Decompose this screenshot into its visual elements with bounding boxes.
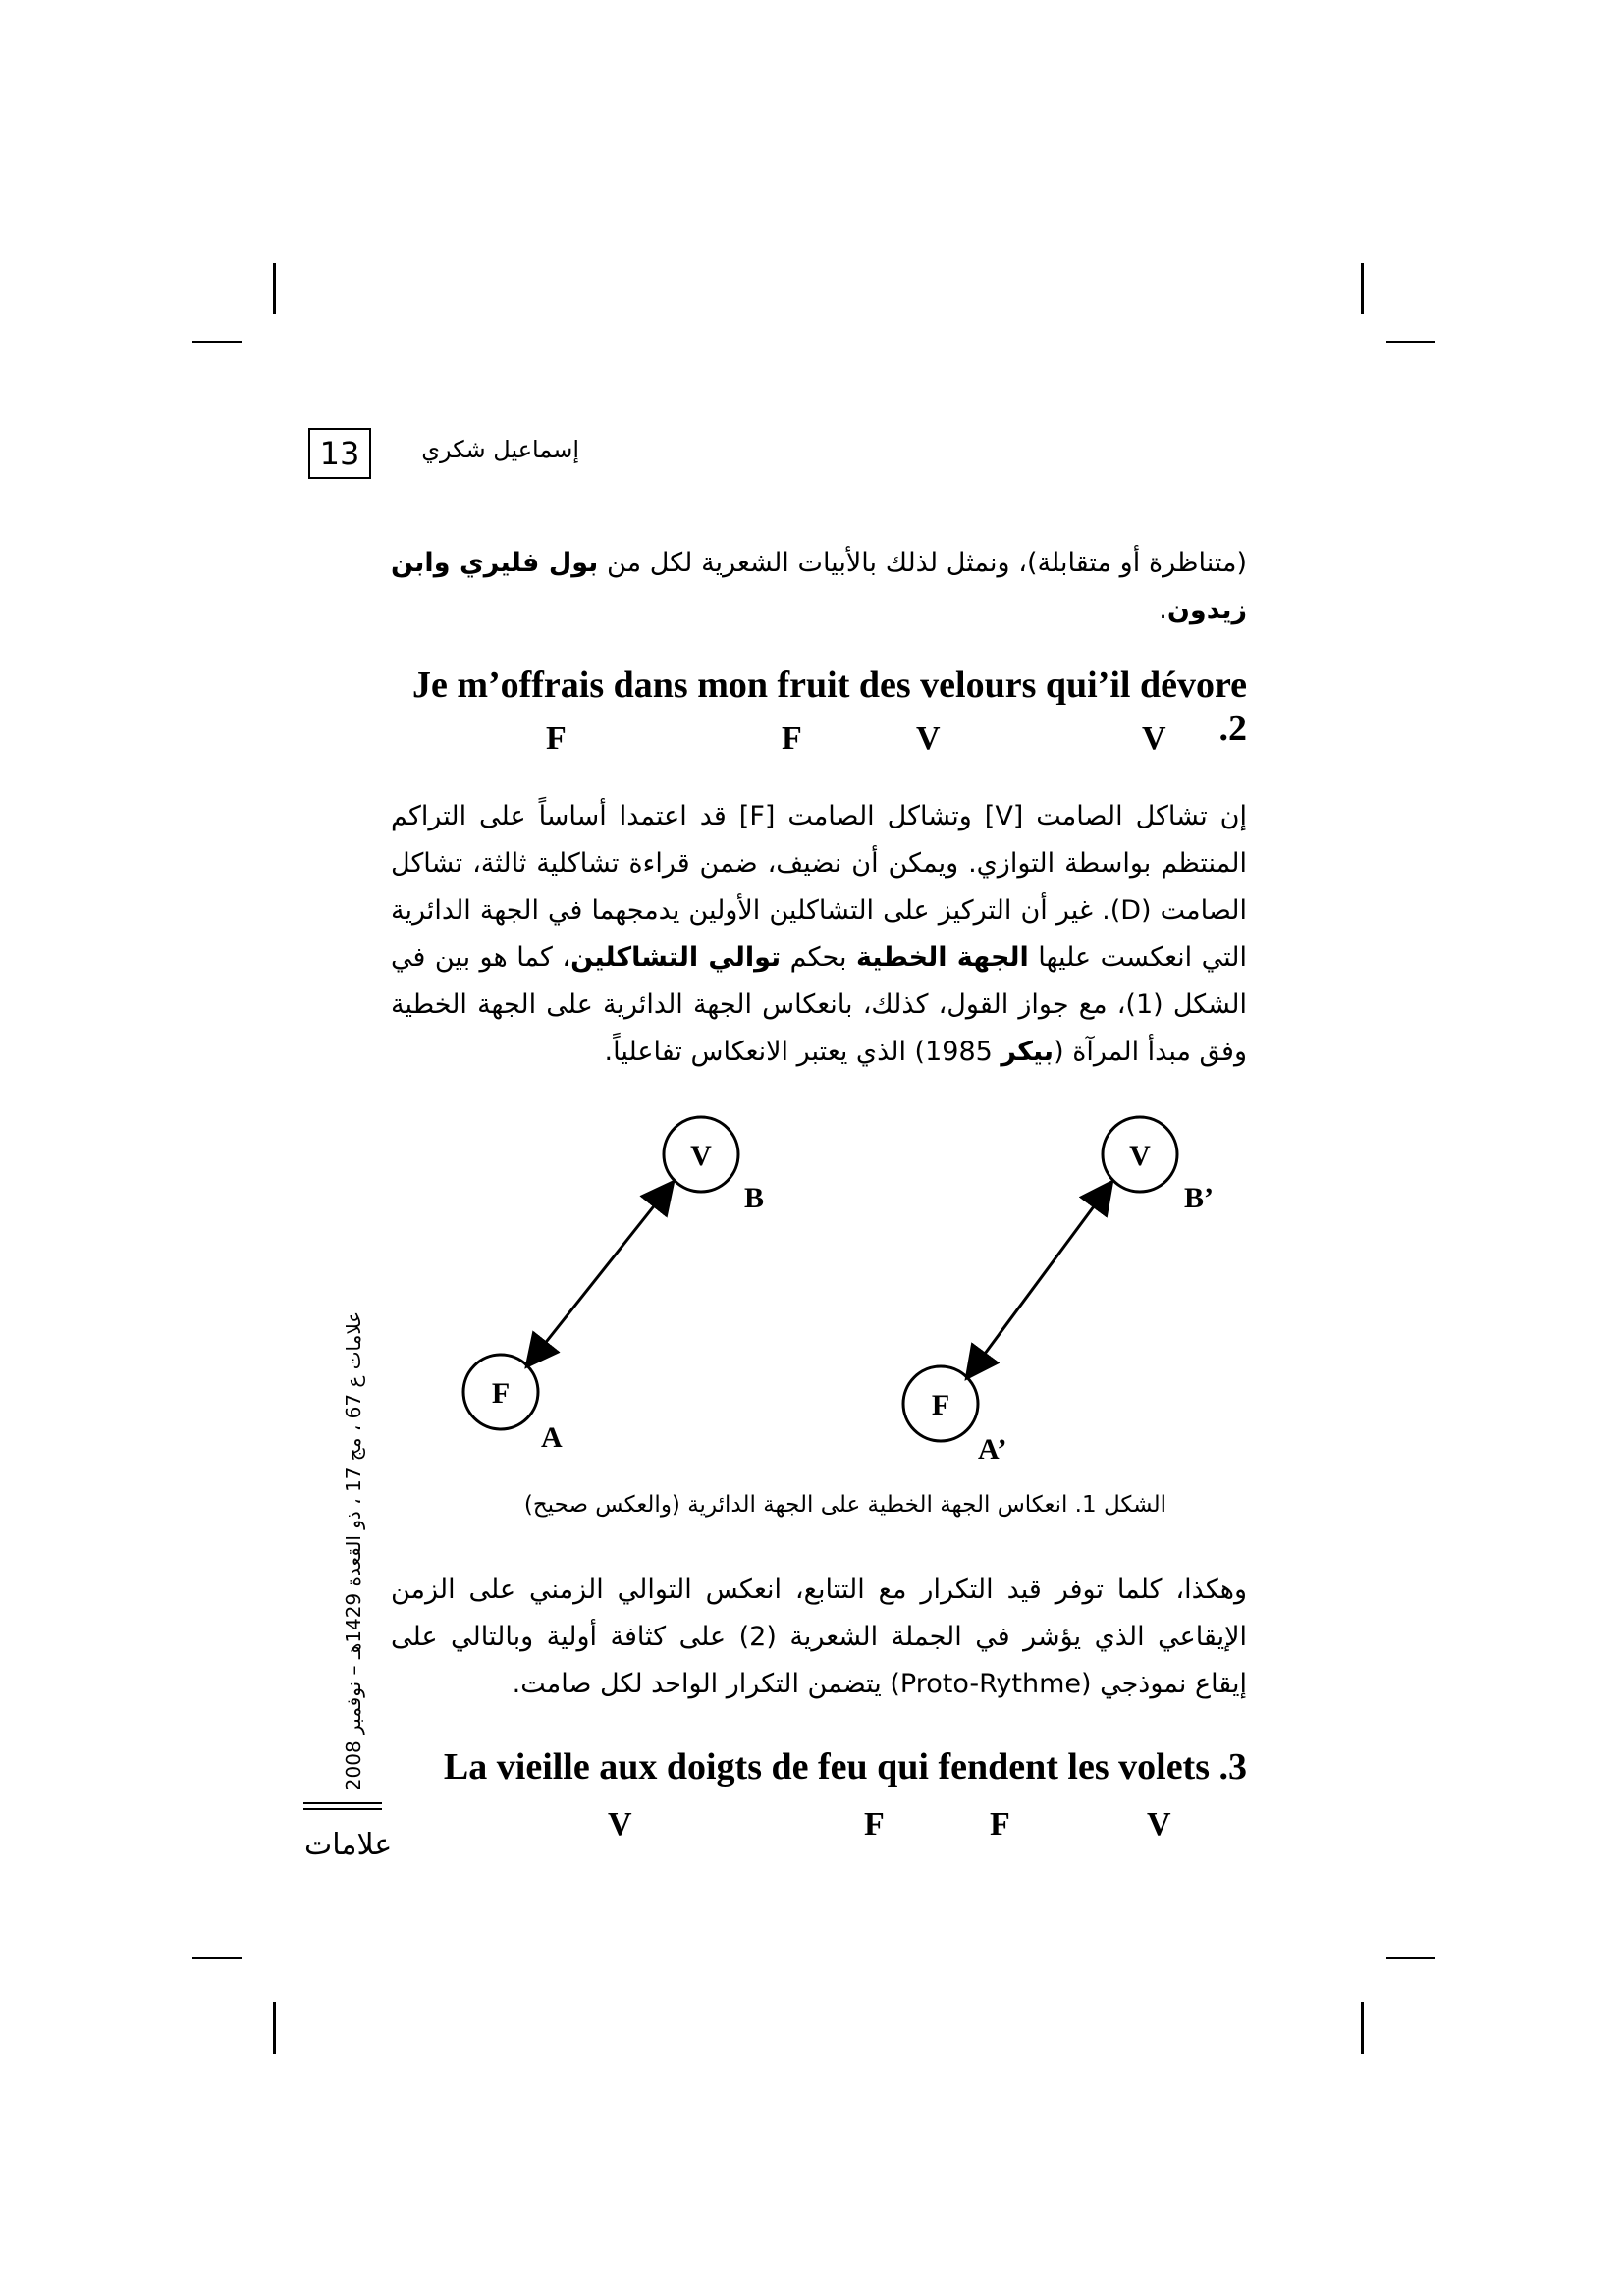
node-label: F — [491, 1377, 511, 1410]
bold-term: توالي التشاكلين — [570, 942, 782, 973]
paragraph-analysis — [391, 793, 1247, 1076]
paragraph-text: ، كما هو بين في الشكل (1)، مع جواز القول، كذلك، بانعكاس الجهة الدائرية على الجهة الخطية وفق مبدأ المرآة ( — [391, 942, 1247, 1067]
crop-mark — [1361, 2002, 1364, 2054]
bold-term: الجهة الخطية — [855, 942, 1029, 973]
crop-mark — [273, 2002, 276, 2054]
double-arrow — [528, 1184, 672, 1364]
journal-issue-info: علامات ع 67 ، مج 17 ، ذو القعدة 1429هـ – نوفمبر 2008 — [342, 1310, 365, 1791]
running-header-author: إسماعيل شكري — [421, 436, 579, 463]
consonant-mark: V — [916, 721, 941, 757]
paragraph-text: إن تشاكل الصامت [V] وتشاكل الصامت [F] قد اعتمدا أساساً على التراكم المنتظم بواسطة التوازي. ويمكن أن نضيف، ضمن قراءة تشاكلية ثالثة، تشاكل الصامت (D). غير أن التركيز على التشاكلين الأولين يدمجهما في الجهة الدائرية التي انعكست عليها — [391, 801, 1248, 973]
paragraph-text: وهكذا، كلما توفر قيد التكرار مع التتابع، انعكس التوالي الزمني على الزمن الإيقاعي الذي يؤشر في الجملة الشعرية (2) على كثافة أولية وبالتالي على إيقاع نموذجي (Proto-Rythme) يتضمن التكرار الواحد لكل صامت. — [391, 1575, 1248, 1699]
journal-sidebar — [324, 1296, 383, 1806]
crop-mark — [1361, 263, 1364, 314]
node-caption: A’ — [978, 1433, 1007, 1466]
node-label: F — [931, 1389, 950, 1421]
node-caption: B — [744, 1182, 765, 1214]
page-number: 13 — [308, 428, 371, 479]
consonant-mark: V — [608, 1806, 632, 1842]
verse-example-3: La vieille aux doigts de feu qui fendent les volets .3 — [443, 1746, 1247, 1788]
figure-caption: الشكل 1. انعكاس الجهة الخطية على الجهة الدائرية (والعكس صحيح) — [523, 1492, 1166, 1518]
sidebar-rule — [303, 1802, 382, 1804]
node-caption: A — [541, 1421, 563, 1454]
verse-example-2: Je m’offrais dans mon fruit des velours qui’il dévore .2 — [411, 665, 1247, 749]
node-label: V — [690, 1140, 712, 1172]
bold-term: بيكر — [1001, 1037, 1055, 1067]
consonant-mark: F — [546, 721, 567, 757]
consonant-mark: F — [864, 1806, 885, 1842]
paragraph-text: بحكم — [781, 942, 856, 973]
consonant-mark: V — [1147, 1806, 1171, 1842]
crop-mark — [1386, 341, 1435, 343]
crop-mark — [192, 1957, 242, 1959]
paragraph-intro — [391, 540, 1247, 634]
consonant-mark: V — [1142, 721, 1166, 757]
consonant-mark: F — [782, 721, 802, 757]
paragraph-text: . — [1159, 595, 1167, 625]
paragraph-text: (متناظرة أو متقابلة)، ونمثل لذلك بالأبيات الشعرية لكل من — [598, 548, 1247, 578]
paragraph-rhythm — [391, 1567, 1247, 1708]
double-arrow — [968, 1184, 1110, 1376]
node-caption: B’ — [1184, 1182, 1214, 1214]
consonant-mark: F — [990, 1806, 1010, 1842]
bold-names: بول فليري وابن زيدون — [391, 548, 1247, 625]
figure-1 — [391, 1099, 1247, 1472]
crop-mark — [1386, 1957, 1435, 1959]
paragraph-text: 1985) الذي يعتبر الانعكاس تفاعلياً. — [604, 1037, 1001, 1067]
sidebar-rule — [303, 1808, 382, 1810]
crop-mark — [192, 341, 242, 343]
node-label: V — [1129, 1140, 1151, 1172]
journal-logo: علامات — [304, 1828, 393, 1862]
crop-mark — [273, 263, 276, 314]
